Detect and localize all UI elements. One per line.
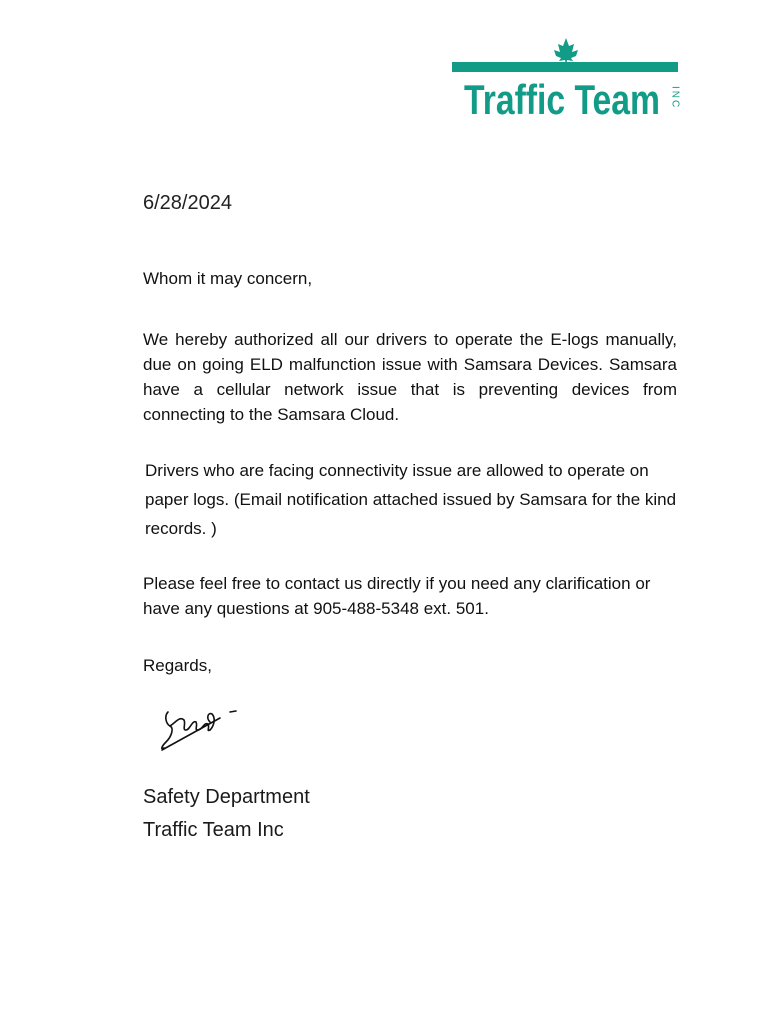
handwritten-signature (150, 700, 250, 760)
logo-suffix-text: INC (669, 86, 681, 110)
letter-closing: Regards, (143, 656, 212, 675)
signoff-company: Traffic Team Inc (143, 819, 284, 841)
letter-paragraph: Please feel free to contact us directly if you need any clarification or have any questions at 905-488-5348 ext. 501. (143, 574, 651, 618)
company-logo (450, 36, 682, 120)
letter-salutation: Whom it may concern, (143, 269, 313, 288)
logo-brand-text: Traffic Team (464, 76, 660, 120)
letter-date: 6/28/2024 (143, 192, 232, 214)
signoff-department: Safety Department (143, 786, 310, 808)
letter-paragraph: Drivers who are facing connectivity issue are allowed to operate on paper logs. (Email notification attached issued by Samsara for the kind records. ) (145, 461, 677, 538)
letter-paragraph: We hereby authorized all our drivers to operate the E-logs manually, due on going ELD malfunction issue with Samsara Devices. Samsara have a cellular network issue that is preventing devices from connecting to the Samsara Cloud. (143, 330, 677, 424)
maple-leaf-icon (554, 38, 578, 66)
